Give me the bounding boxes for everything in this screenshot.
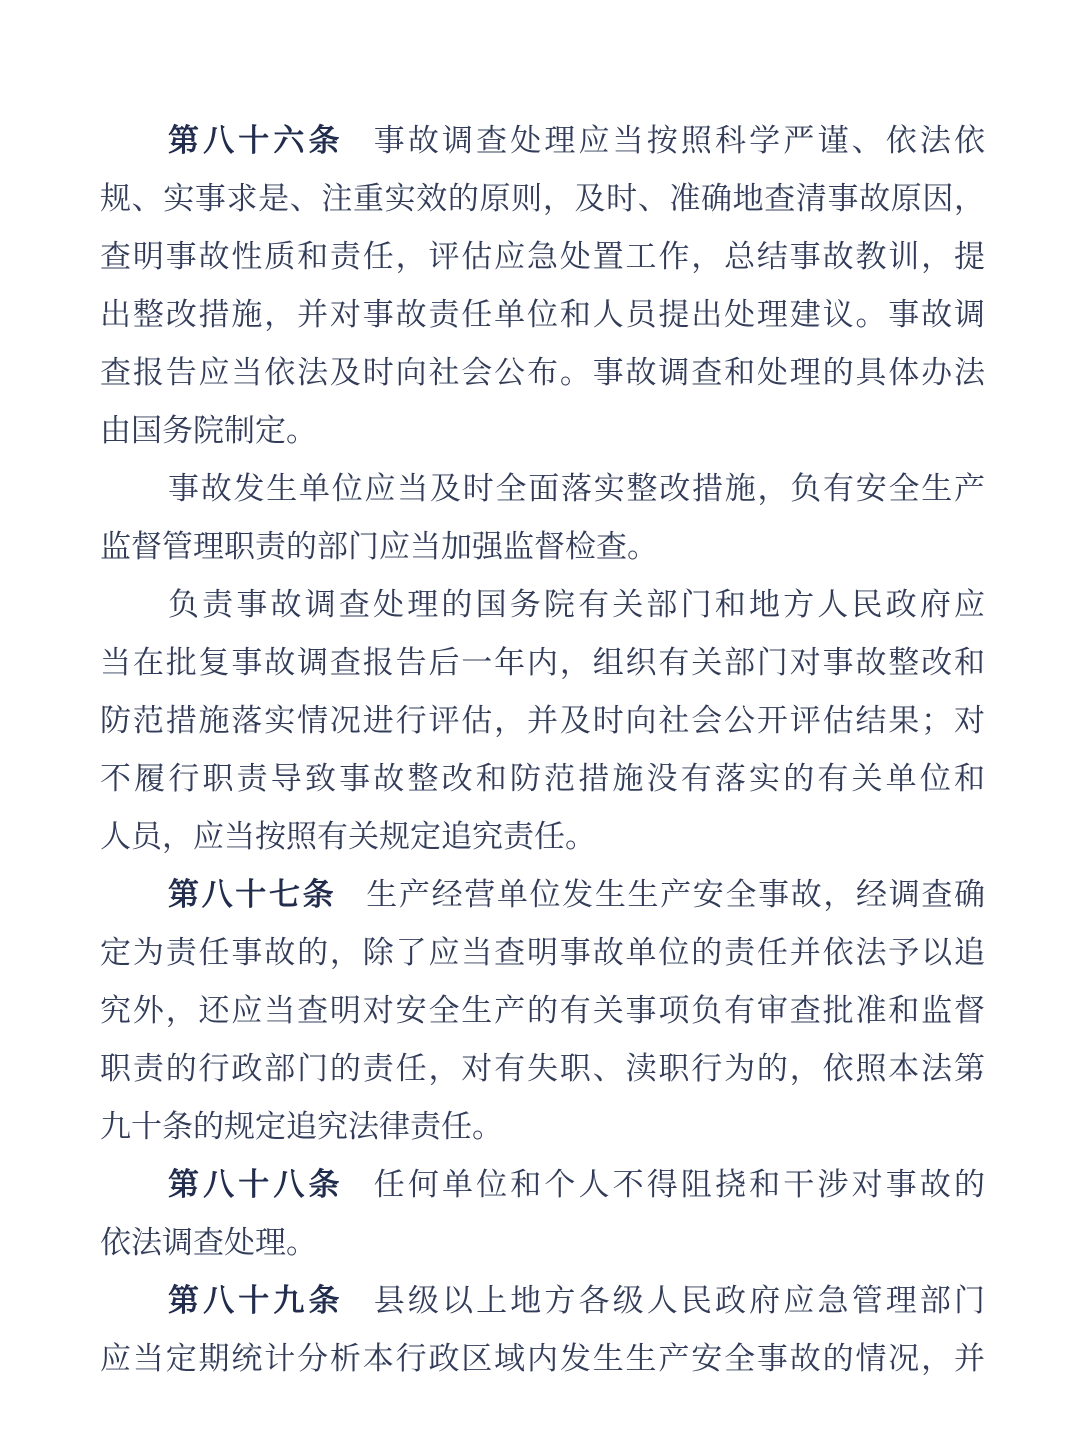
line-text: 查报告应当依法及时向社会公布。事故调查和处理的具体办法 — [100, 355, 985, 390]
line-text: 任何单位和个人不得阻挠和干涉对事故的 — [373, 1167, 985, 1202]
text-line — [100, 1214, 985, 1272]
text-line — [100, 460, 985, 518]
line-text: 职责的行政部门的责任，对有失职、渎职行为的，依照本法第 — [100, 1051, 985, 1086]
line-text: 生产经营单位发生生产安全事故，经调查确 — [366, 877, 985, 912]
line-text: 定为责任事故的，除了应当查明事故单位的责任并依法予以追 — [100, 935, 985, 970]
article-number: 第八十七条 — [168, 877, 337, 912]
text-line — [100, 112, 985, 170]
line-text: 事故发生单位应当及时全面落实整改措施，负有安全生产 — [168, 471, 985, 506]
line-text: 查明事故性质和责任，评估应急处置工作，总结事故教训，提 — [100, 239, 985, 274]
text-line — [100, 866, 985, 924]
text-line — [100, 982, 985, 1040]
line-text: 负责事故调查处理的国务院有关部门和地方人民政府应 — [168, 587, 985, 622]
line-text: 人员，应当按照有关规定追究责任。 — [100, 819, 596, 854]
text-line — [100, 808, 985, 866]
text-line — [100, 228, 985, 286]
text-line — [100, 1156, 985, 1214]
line-text: 由国务院制定。 — [100, 413, 317, 448]
line-text: 防范措施落实情况进行评估，并及时向社会公开评估结果；对 — [100, 703, 985, 738]
text-line — [100, 750, 985, 808]
line-text: 应当定期统计分析本行政区域内发生生产安全事故的情况，并 — [100, 1341, 985, 1376]
line-text: 当在批复事故调查报告后一年内，组织有关部门对事故整改和 — [100, 645, 985, 680]
text-line — [100, 286, 985, 344]
line-text: 出整改措施，并对事故责任单位和人员提出处理建议。事故调 — [100, 297, 985, 332]
text-line — [100, 924, 985, 982]
text-line — [100, 576, 985, 634]
text-line — [100, 1040, 985, 1098]
text-line — [100, 1272, 985, 1330]
line-text: 不履行职责导致事故整改和防范措施没有落实的有关单位和 — [100, 761, 985, 796]
text-line — [100, 402, 985, 460]
text-line — [100, 170, 985, 228]
document-content — [100, 112, 985, 1388]
text-line — [100, 1098, 985, 1156]
text-line — [100, 518, 985, 576]
text-line — [100, 692, 985, 750]
text-line — [100, 344, 985, 402]
line-text: 九十条的规定追究法律责任。 — [100, 1109, 503, 1144]
line-text: 依法调查处理。 — [100, 1225, 317, 1260]
line-text: 事故调查处理应当按照科学严谨、依法依 — [373, 123, 985, 158]
line-text: 县级以上地方各级人民政府应急管理部门 — [373, 1283, 985, 1318]
article-number: 第八十八条 — [168, 1167, 344, 1202]
article-number: 第八十六条 — [168, 123, 344, 158]
line-text: 究外，还应当查明对安全生产的有关事项负有审查批准和监督 — [100, 993, 985, 1028]
line-text: 监督管理职责的部门应当加强监督检查。 — [100, 529, 658, 564]
text-line — [100, 634, 985, 692]
article-number: 第八十九条 — [168, 1283, 344, 1318]
text-line — [100, 1330, 985, 1388]
line-text: 规、实事求是、注重实效的原则，及时、准确地查清事故原因， — [100, 181, 985, 216]
